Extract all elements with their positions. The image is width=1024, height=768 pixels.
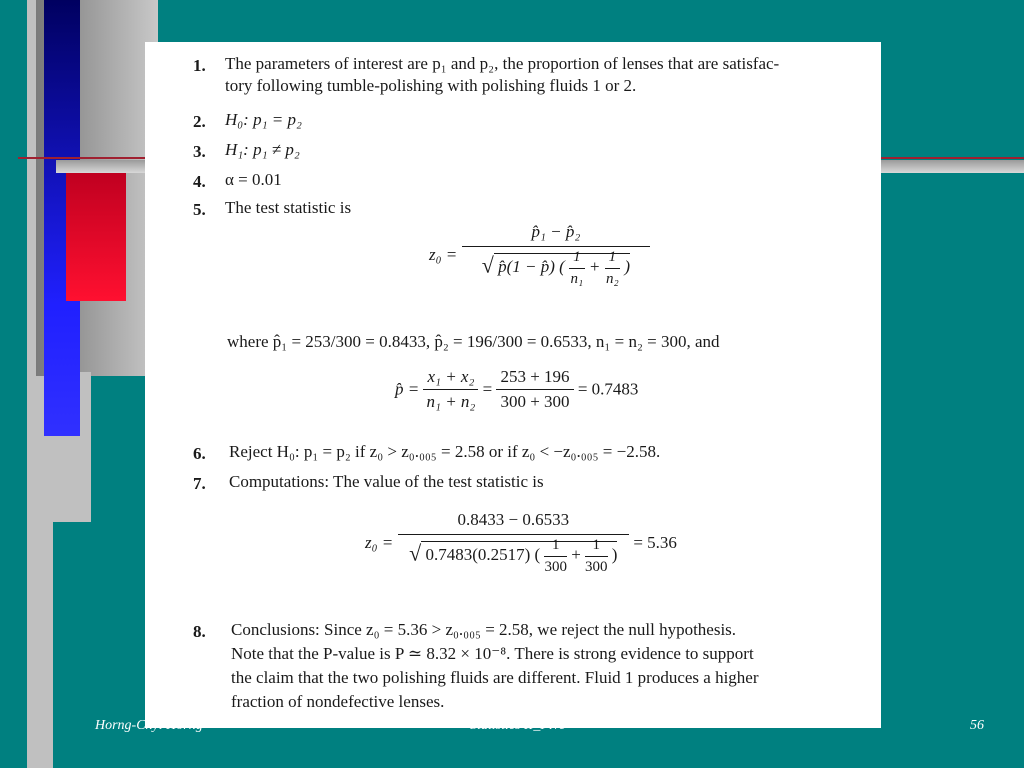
frac-den: n₁	[570, 271, 584, 287]
formula2-lhs: z₀ =	[365, 533, 394, 552]
frac-den: 300	[585, 559, 608, 575]
conclusion-line-1: Conclusions: Since z₀ = 5.36 > z₀.₀₀₅ = 2.58, we reject the null hypothesis.	[231, 620, 737, 639]
sqrt-symbol: √	[409, 540, 422, 566]
frac-num: 1	[605, 249, 621, 269]
significance-level: α = 0.01	[225, 170, 282, 189]
plus-sign: +	[588, 257, 601, 277]
formula-numerator: p̂₁ − p̂₂	[462, 222, 651, 247]
footer-course: Statistics II_Five	[470, 718, 566, 733]
equals-sign: =	[482, 379, 493, 399]
step-1-text: The parameters of interest are p₁ and p₂, the proportion of lenses that are satisfac-	[225, 54, 780, 73]
formula-lhs: z₀ =	[429, 245, 458, 264]
pooled-proportion-formula	[395, 367, 638, 412]
background-block-red	[66, 173, 126, 301]
frac-den: n₂	[605, 271, 619, 287]
frac-den: n₁ + n₂	[426, 392, 476, 411]
test-statistic-formula	[429, 222, 650, 288]
formula2-result: = 5.36	[633, 533, 677, 552]
step-5-text: The test statistic is	[225, 198, 352, 217]
alternative-hypothesis: H₁: p₁ ≠ p₂	[225, 140, 300, 159]
frac-num: 1	[585, 537, 608, 557]
close-paren: )	[611, 545, 618, 565]
conclusion-line-4: fraction of nondefective lenses.	[231, 692, 445, 711]
computed-statistic-formula	[365, 510, 677, 576]
frac-den: 300	[544, 559, 567, 575]
frac-num: 253 + 196	[496, 367, 573, 390]
step-6-number: 6.	[193, 444, 206, 463]
conclusion-line-2: Note that the P-value is P ≃ 8.32 × 10⁻⁸. There is strong evidence to support	[231, 644, 754, 663]
step-2-number: 2.	[193, 112, 206, 131]
pooled-lhs: p̂ =	[395, 379, 420, 399]
conclusion-line-3: the claim that the two polishing fluids are different. Fluid 1 produces a higher	[231, 668, 759, 687]
formula-denominator: p̂(1 − p̂) (	[498, 257, 565, 277]
plus-sign: +	[571, 545, 581, 565]
step-1-number: 1.	[193, 56, 206, 75]
sqrt-symbol: √	[481, 252, 494, 278]
step-1-text-cont: tory following tumble-polishing with polishing fluids 1 or 2.	[225, 76, 637, 95]
footer-author: Horng-Chyi Horng	[95, 718, 203, 733]
where-line: where p̂₁ = 253/300 = 0.8433, p̂₂ = 196/300 = 0.6533, n₁ = n₂ = 300, and	[227, 332, 720, 351]
step-7-number: 7.	[193, 474, 206, 493]
step-3-number: 3.	[193, 142, 206, 161]
step-4-number: 4.	[193, 172, 206, 191]
pooled-result: = 0.7483	[577, 379, 639, 399]
step-8-number: 8.	[193, 622, 206, 641]
footer-page-number: 56	[970, 718, 984, 733]
frac-den: 300 + 300	[500, 392, 570, 411]
null-hypothesis: H₀: p₁ = p₂	[225, 110, 302, 129]
step-5-number: 5.	[193, 200, 206, 219]
rejection-rule: Reject H₀: p₁ = p₂ if z₀ > z₀.₀₀₅ = 2.58 or if z₀ < −z₀.₀₀₅ = −2.58.	[229, 442, 661, 461]
step-7-text: Computations: The value of the test statistic is	[229, 472, 544, 491]
formula2-numerator: 0.8433 − 0.6533	[398, 510, 630, 535]
textbook-scan	[145, 42, 881, 728]
frac-num: 1	[544, 537, 567, 557]
frac-num: x₁ + x₂	[423, 367, 478, 390]
formula2-denominator: 0.7483(0.2517) (	[425, 545, 541, 565]
frac-num: 1	[569, 249, 585, 269]
close-paren: )	[624, 257, 630, 277]
